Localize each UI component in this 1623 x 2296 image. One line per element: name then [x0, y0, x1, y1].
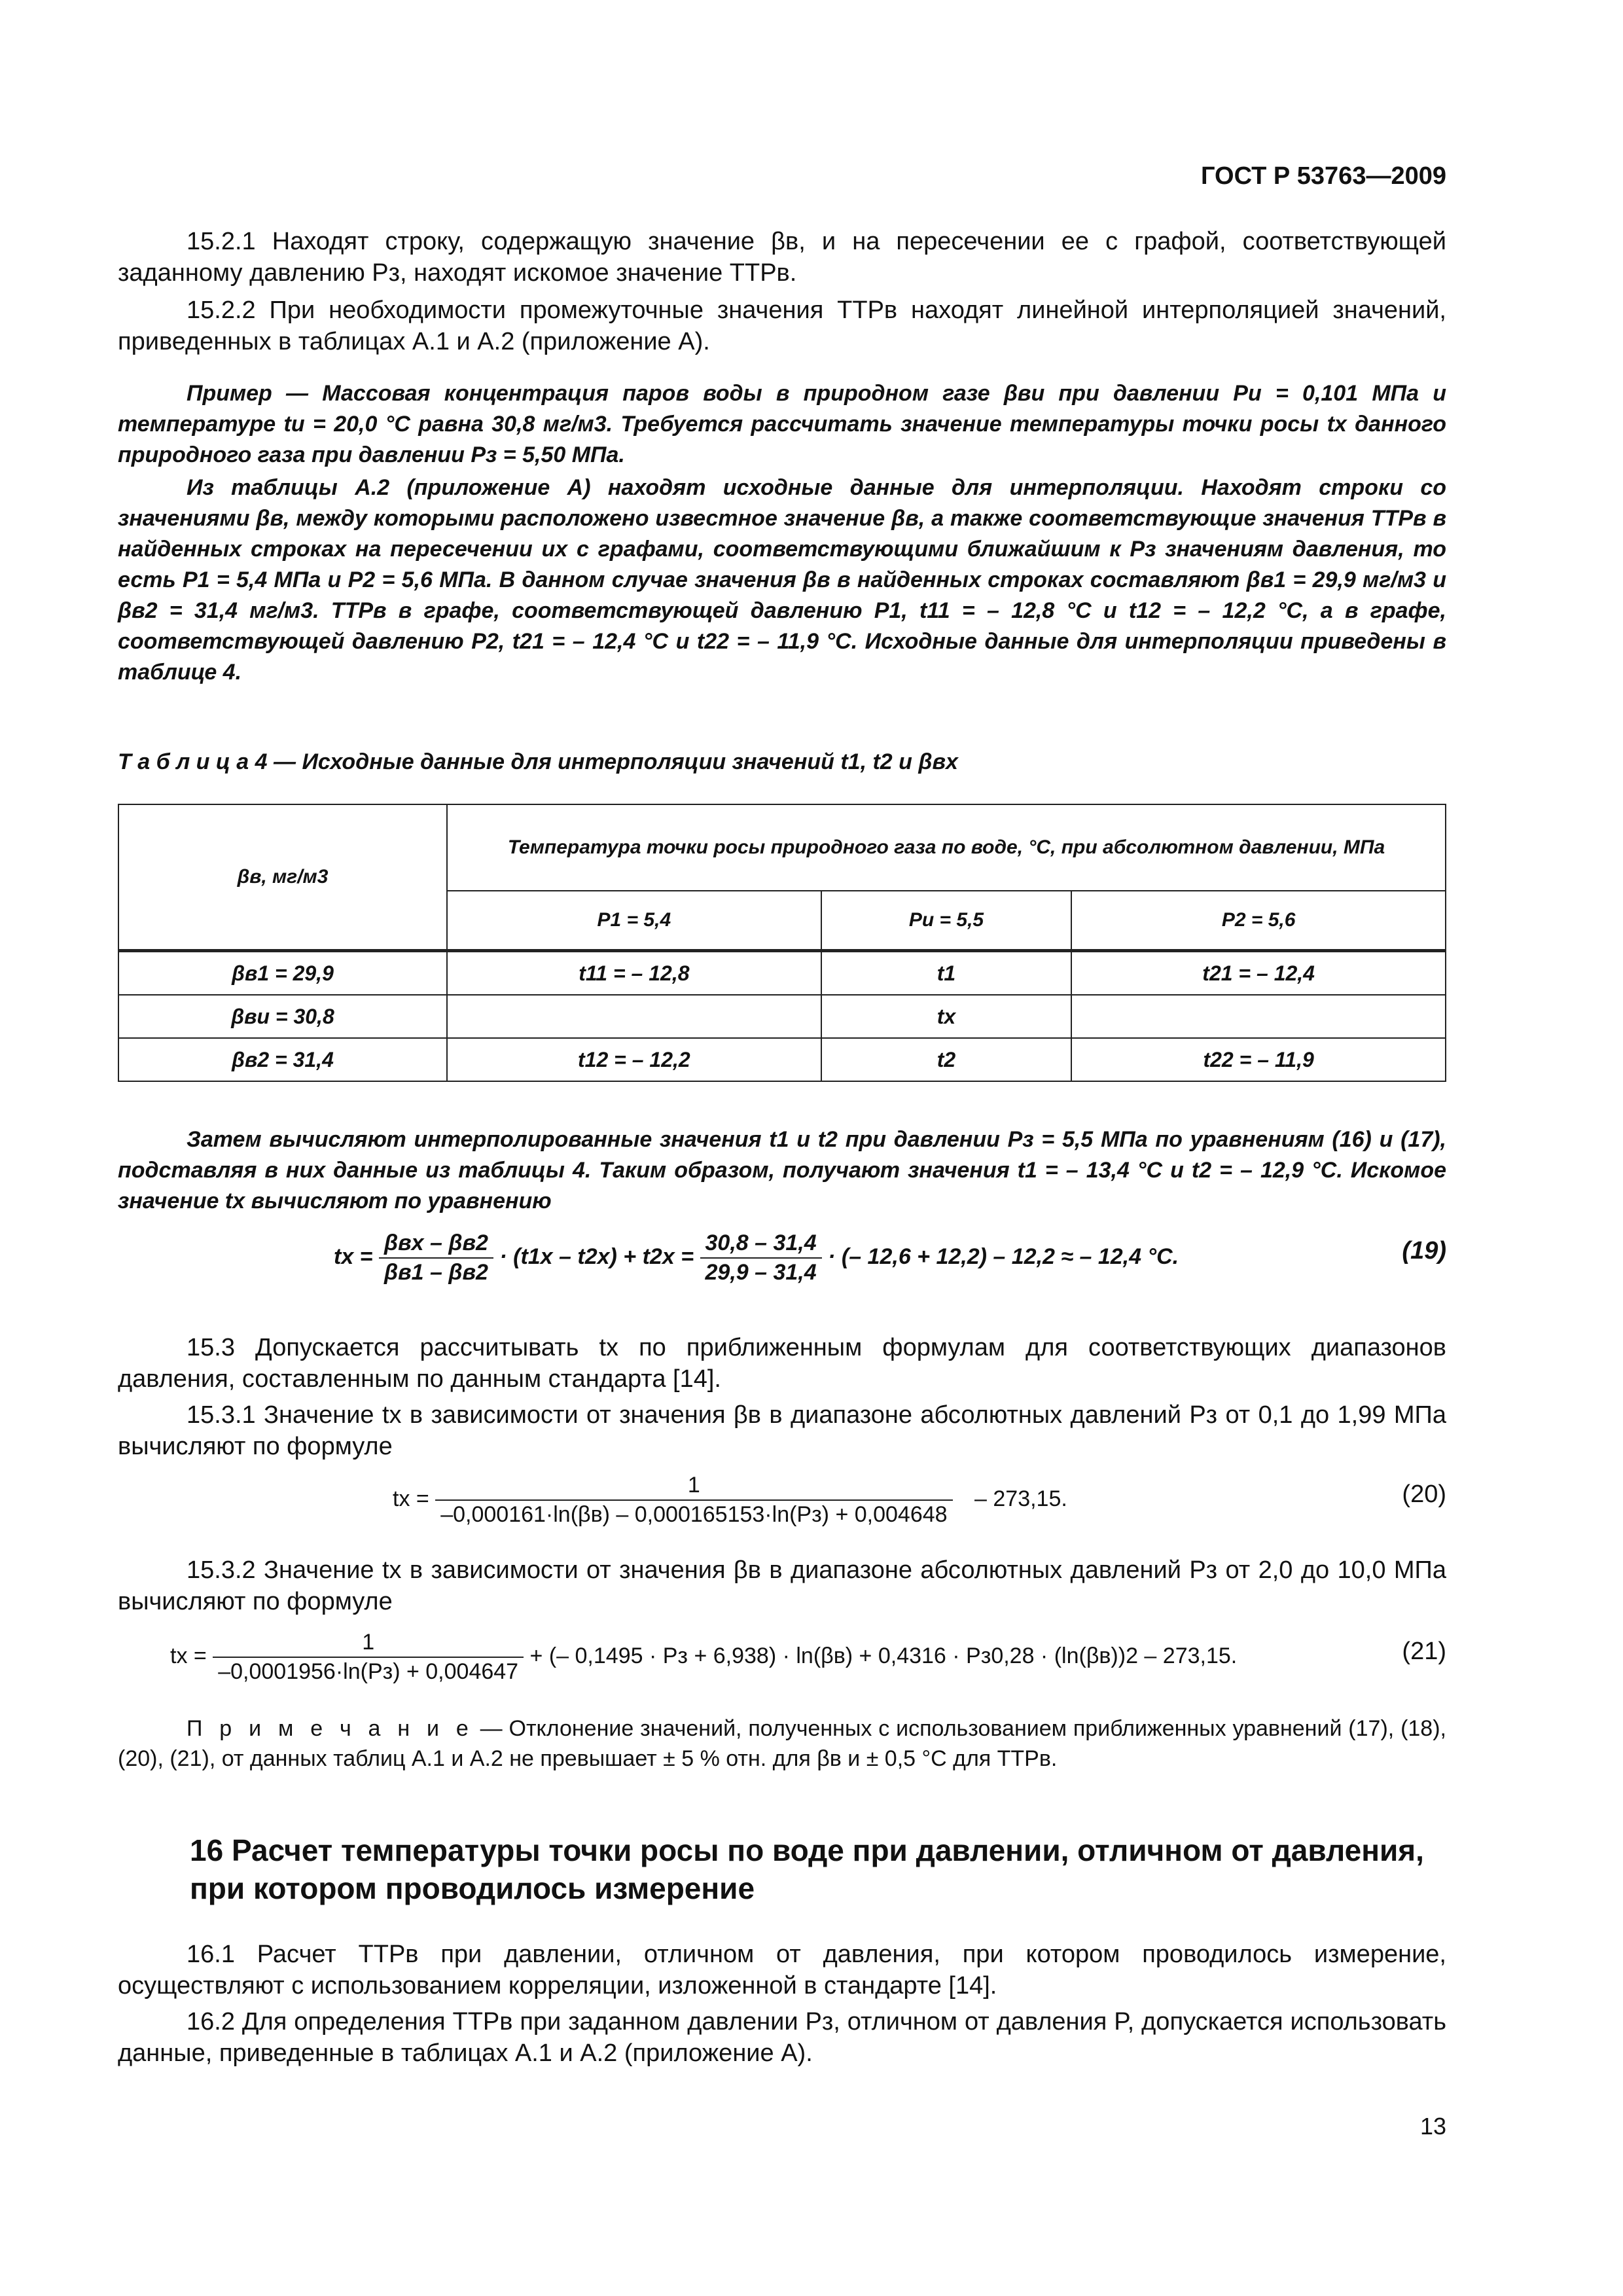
- table-cell: [1071, 995, 1446, 1038]
- paragraph-15-2-2: 15.2.2 При необходимости промежуточные значения ТТРв находят линейной интерполяцией значений, приведенных в таблицах А.1 и А.2 (приложение А).: [118, 296, 1446, 355]
- table-cell: t11 = – 12,8: [447, 951, 821, 996]
- fraction-numerator: 30,8 – 31,4: [700, 1230, 822, 1259]
- equation-lhs: tx =: [334, 1244, 373, 1269]
- column-header-pu: Pu = 5,5: [821, 891, 1072, 951]
- paragraph-16-2: 16.2 Для определения ТТРв при заданном давлении Pз, отличном от давления P, допускается использовать данные, приведенные в таблицах А.1 и А.2 (приложение А).: [118, 2008, 1446, 2067]
- table-row: [118, 951, 1446, 996]
- column-header-p2: P2 = 5,6: [1071, 891, 1446, 951]
- equation-rhs: · (– 12,6 + 12,2) – 12,2 ≈ – 12,4 °С.: [828, 1244, 1179, 1269]
- table-cell: t21 = – 12,4: [1071, 951, 1446, 996]
- paragraph-15-3-1: 15.3.1 Значение tx в зависимости от значения βв в диапазоне абсолютных давлений Pз от 0,1 до 1,99 МПа вычисляют по формуле: [118, 1401, 1446, 1460]
- column-header-p1: P1 = 5,4: [447, 891, 821, 951]
- equation-rhs: + (– 0,1495 · Pз + 6,938) · ln(βв) + 0,4316 · Pз0,28 · (ln(βв))2 – 273,15.: [529, 1643, 1238, 1668]
- paragraph-16-1: 16.1 Расчет ТТРв при давлении, отличном от давления, при котором проводилось измерение, осуществляют с использованием корреляции, изложенной в стандарте [14].: [118, 1941, 1446, 2000]
- equation-rhs: – 273,15.: [974, 1486, 1067, 1511]
- equation-number: (19): [1402, 1237, 1446, 1265]
- fraction-denominator: βв1 – βв2: [384, 1260, 488, 1285]
- equation-number: (21): [1402, 1638, 1446, 1665]
- note-paragraph: [118, 1713, 1446, 1774]
- equation-19: [334, 1230, 1179, 1285]
- fraction-denominator: 29,9 – 31,4: [705, 1260, 817, 1285]
- document-header: ГОСТ Р 53763—2009: [1201, 162, 1446, 190]
- table-row: [118, 995, 1446, 1038]
- fraction-denominator: –0,000161·ln(βв) – 0,000165153·ln(Pз) + 0,004648: [440, 1502, 948, 1527]
- table-caption: Т а б л и ц а 4 — Исходные данные для интерполяции значений t1, t2 и βвх: [118, 749, 958, 774]
- fraction: [435, 1473, 952, 1528]
- note-text: — Отклонение значений, полученных с использованием приближенных уравнений (17), (18), (20), (21), от данных таблиц А.1 и А.2 не превышает ± 5 % отн. для βв и ± 0,5 °С для ТТРв.: [118, 1716, 1446, 1771]
- page-number: 13: [1419, 2113, 1446, 2140]
- fraction: [700, 1230, 822, 1285]
- fraction-denominator: –0,0001956·ln(Pз) + 0,004647: [218, 1659, 519, 1684]
- table-cell: βвu = 30,8: [118, 995, 447, 1038]
- equation-20: [393, 1473, 1067, 1528]
- table-cell: tx: [821, 995, 1072, 1038]
- paragraph-15-3-2: 15.3.2 Значение tx в зависимости от значения βв в диапазоне абсолютных давлений Pз от 2,0 до 10,0 МПа вычисляют по формуле: [118, 1556, 1446, 1615]
- fraction: [213, 1630, 524, 1685]
- paragraph-15-2-1: 15.2.1 Находят строку, содержащую значение βв, и на пересечении ее с графой, соответствующей заданному давлению Pз, находят искомое значение ТТРв.: [118, 228, 1446, 287]
- table-cell: [447, 995, 821, 1038]
- document-page: [118, 0, 1446, 2296]
- equation-21: [170, 1630, 1237, 1685]
- example-paragraph-2: Из таблицы А.2 (приложение А) находят исходные данные для интерполяции. Находят строки со значениями βв, между которыми расположено известное значение βв, а также соответствующие значения ТТРв в найденных строках на пересечении их с графами, соответствующими ближайшим к Pз значениям давления, то есть P1 = 5,4 МПа и P2 = 5,6 МПа. В данном случае значения βв в найденных строках составляют βв1 = 29,9 мг/м3 и βв2 = 31,4 мг/м3. ТТРв в графе, соответствующей давлению P1, t11 = – 12,8 °С и t12 = – 12,2 °С, а в графе, соответствующей давлению P2, t21 = – 12,4 °С и t22 = – 11,9 °С. Исходные данные для интерполяции приведены в таблице 4.: [118, 475, 1446, 685]
- table-cell: βв2 = 31,4: [118, 1038, 447, 1081]
- example-paragraph-3: Затем вычисляют интерполированные значения t1 и t2 при давлении Pз = 5,5 МПа по уравнениям (16) и (17), подставляя в них данные из таблицы 4. Таким образом, получают значения t1 = – 13,4 °С и t2 = – 12,9 °С. Искомое значение tx вычисляют по уравнению: [118, 1127, 1446, 1213]
- paragraph-15-3: 15.3 Допускается рассчитывать tx по приближенным формулам для соответствующих диапазонов давления, составленным по данным стандарта [14].: [118, 1334, 1446, 1393]
- table-cell: t1: [821, 951, 1072, 996]
- example-paragraph: Пример — Массовая концентрация паров воды в природном газе βвu при давлении Pu = 0,101 МПа и температуре tu = 20,0 °С равна 30,8 мг/м3. Требуется рассчитать значение температуры точки росы tx данного природного газа при давлении Pз = 5,50 МПа.: [118, 381, 1446, 467]
- column-header-concentration: βв, мг/м3: [118, 804, 447, 951]
- interpolation-table: [118, 804, 1446, 1082]
- fraction: [379, 1230, 493, 1285]
- fraction-numerator: βвх – βв2: [379, 1230, 493, 1259]
- section-heading: 16 Расчет температуры точки росы по воде при давлении, отличном от давления, при котором проводилось измерение: [190, 1833, 1424, 1905]
- table-cell: t2: [821, 1038, 1072, 1081]
- table-row: [118, 1038, 1446, 1081]
- fraction-numerator: 1: [435, 1473, 952, 1501]
- equation-number: (20): [1402, 1480, 1446, 1508]
- equation-lhs: tx =: [170, 1643, 207, 1668]
- table-cell: t22 = – 11,9: [1071, 1038, 1446, 1081]
- table-cell: t12 = – 12,2: [447, 1038, 821, 1081]
- note-label: П р и м е ч а н и е: [187, 1716, 474, 1741]
- table-cell: βв1 = 29,9: [118, 951, 447, 996]
- column-group-header: Температура точки росы природного газа по воде, °С, при абсолютном давлении, МПа: [447, 804, 1446, 891]
- equation-middle: · (t1x – t2x) + t2x =: [499, 1244, 694, 1269]
- equation-lhs: tx =: [393, 1486, 429, 1511]
- fraction-numerator: 1: [213, 1630, 524, 1658]
